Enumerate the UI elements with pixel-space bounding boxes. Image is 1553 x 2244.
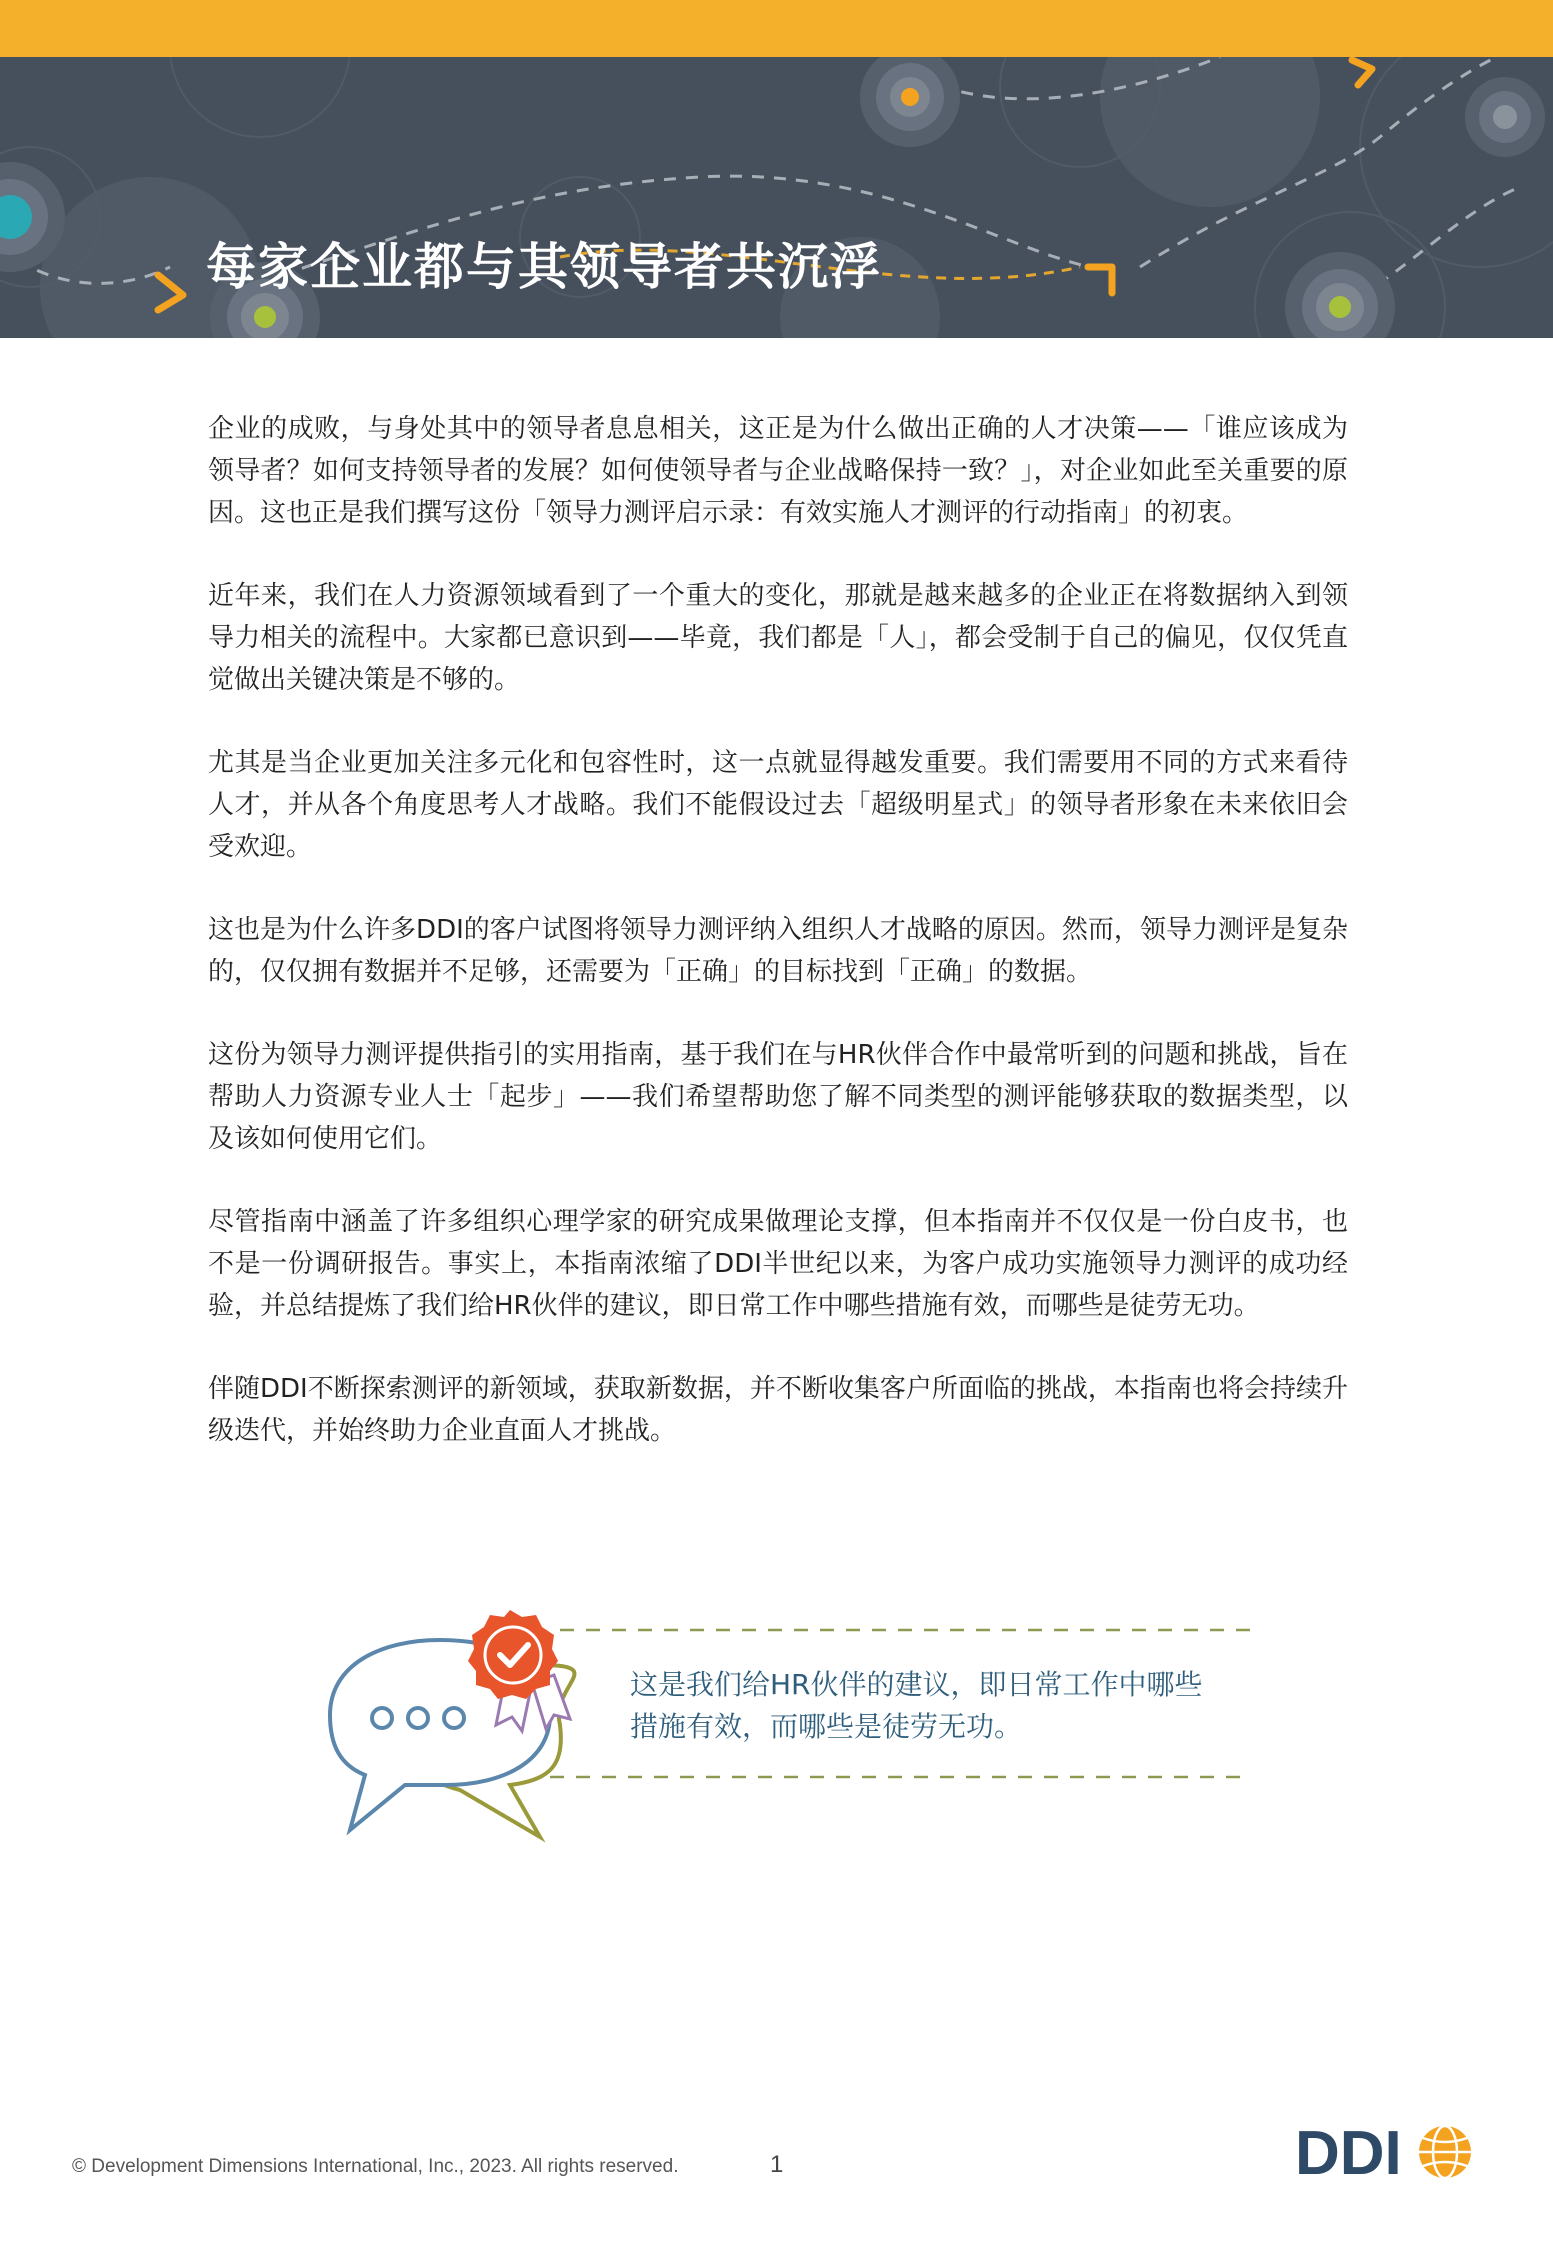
arrow-chevron-icon <box>1088 267 1112 293</box>
ddi-logo <box>1295 2118 1475 2188</box>
callout-text: 这是我们给HR伙伴的建议，即日常工作中哪些措施有效，而哪些是徒劳无功。 <box>630 1668 1203 1743</box>
paragraph: 伴随DDI不断探索测评的新领域，获取新数据，并不断收集客户所面临的挑战，本指南也将会持续升级迭代，并始终助力企业直面人才挑战。 <box>208 1374 1348 1446</box>
footer-copyright: © Development Dimensions International, Inc., 2023. All rights reserved. <box>72 2156 679 2177</box>
target-dot-green2-icon <box>1285 252 1395 338</box>
top-accent-bar <box>0 0 1553 57</box>
paragraph: 企业的成败，与身处其中的领导者息息相关，这正是为什么做出正确的人才决策——「谁应该成为领导者？如何支持领导者的发展？如何使领导者与企业战略保持一致？」，对企业如此至关重要的原因。这也正是我们撰写这份「领导力测评启示录：有效实施人才测评的行动指南」的初衷。 <box>208 414 1348 528</box>
header-banner <box>0 57 1553 338</box>
body-text <box>208 408 1348 1493</box>
paragraph: 尤其是当企业更加关注多元化和包容性时，这一点就显得越发重要。我们需要用不同的方式来看待人才，并从各个角度思考人才战略。我们不能假设过去「超级明星式」的领导者形象在未来依旧会受欢迎。 <box>208 748 1348 862</box>
page-number: 1 <box>770 2151 784 2178</box>
arrow-chevron-icon <box>1352 60 1372 85</box>
paragraph: 这也是为什么许多DDI的客户试图将领导力测评纳入组织人才战略的原因。然而，领导力测评是复杂的，仅仅拥有数据并不足够，还需要为「正确」的目标找到「正确」的数据。 <box>208 915 1348 987</box>
target-dot-small-icon <box>1465 77 1545 157</box>
target-dot-orange-icon <box>860 57 960 147</box>
page-title: 每家企业都与其领导者共沉浮 <box>206 238 882 296</box>
paragraph: 尽管指南中涵盖了许多组织心理学家的研究成果做理论支撑，但本指南并不仅仅是一份白皮书，也不是一份调研报告。事实上，本指南浓缩了DDI半世纪以来，为客户成功实施领导力测评的成功经验，并总结提炼了我们给HR伙伴的建议，即日常工作中哪些措施有效，而哪些是徒劳无功。 <box>208 1207 1348 1321</box>
paragraph: 近年来，我们在人力资源领域看到了一个重大的变化，那就是越来越多的企业正在将数据纳入到领导力相关的流程中。大家都已意识到——毕竟，我们都是「人」，都会受制于自己的偏见，仅仅凭直觉做出关键决策是不够的。 <box>208 581 1348 695</box>
globe-icon <box>1419 2126 1471 2178</box>
paragraph: 这份为领导力测评提供指引的实用指南，基于我们在与HR伙伴合作中最常听到的问题和挑战，旨在帮助人力资源专业人士「起步」——我们希望帮助您了解不同类型的测评能够获取的数据类型，以及该如何使用它们。 <box>208 1040 1348 1154</box>
logo-wordmark: DDI <box>1295 2119 1402 2188</box>
